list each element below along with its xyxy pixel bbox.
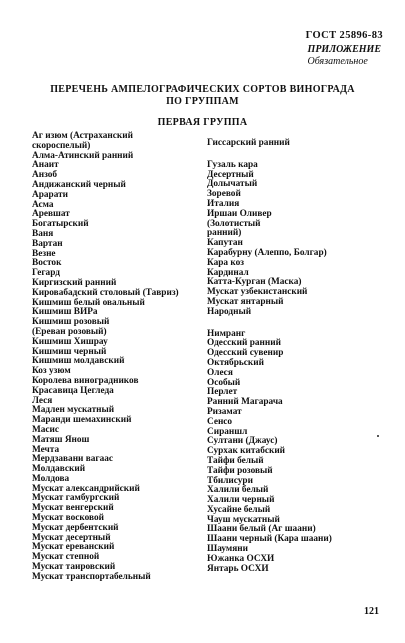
list-item: Мускат таировский [32,562,116,573]
list-item: Везне [32,248,56,259]
appendix-status: Обязательное [307,56,368,67]
list-item: Перлет [207,387,238,398]
list-item: Анзоб [32,170,58,181]
list-item: Кара коз [207,257,245,268]
list-item: Сираншл [207,426,248,437]
list-item: Шаумяни [207,544,248,555]
scan-speck [377,435,379,437]
list-item: Мускат ереванский [32,542,115,553]
list-item: Красавица Цегледа [32,385,114,396]
variety-list-left [32,132,207,583]
list-item: Италия [207,198,240,209]
list-item: Молдавский [32,464,86,475]
page-number: 121 [364,606,379,617]
list-item: Иршаи Оливер [207,208,272,219]
list-item: Кишмиш черный [32,346,107,357]
list-item: Кишмиш Хишрау [32,336,108,347]
list-item: Зоревой [207,189,241,200]
list-item: Гиссарский ранний [207,138,290,148]
list-item: Чауш мускатный [207,514,280,525]
list-item: Одесский ранний [207,338,281,349]
list-item: Карабурну (Алеппо, Болгар) [207,247,327,258]
list-item: Киргизский ранний [32,277,117,288]
list-item: Мускат янтарный [207,296,284,307]
list-item: Сурхак китабский [207,446,286,457]
list-item: Десертный [207,169,254,180]
list-item: Капутан [207,238,243,249]
list-item: Мускат александрийский [32,483,140,494]
list-item: Кардинал [207,267,249,278]
list-item: Халили черный [207,495,275,506]
list-item: Аревшат [32,209,70,220]
list-item: Сенсо [207,416,233,427]
appendix-title: ПРИЛОЖЕНИЕ [307,44,381,55]
list-item: Алма-Атинский ранний [32,150,134,161]
list-item: Мускат транспортабельный [32,571,151,582]
list-item: Молдова [32,473,70,484]
list-item: Восток [32,258,62,269]
list-item: Мердзавани вагаас [32,454,114,465]
list-item: Катта-Курган (Маска) [207,277,302,288]
list-item: Аг изюм (Астраханский [32,131,133,141]
list-item: (Золотистый [207,218,261,229]
list-item: Мечта [32,444,60,455]
list-item: Леся [32,395,53,406]
list-item: Маранди шемахинский [32,415,132,426]
list-item: Особый [207,377,241,388]
list-item: Кишмиш белый овальный [32,297,145,308]
list-item: Тбилисури [207,475,253,486]
list-item: Гузаль кара [207,159,258,170]
list-item: Кишмиш ВИРа [32,307,98,318]
list-item: Мускат гамбургский [32,493,120,504]
list-item: Тайфи белый [207,455,264,466]
list-item: Шаани черный (Кара шаани) [207,534,332,545]
list-item: Тайфи розовый [207,465,273,476]
list-item: Хусайне белый [207,504,271,515]
list-item: Андижанский черный [32,179,126,190]
list-item: Султани (Джаус) [207,436,278,447]
appendix-label [308,44,381,68]
list-item: Гегард [32,268,60,279]
list-item: Нимранг [207,328,246,339]
list-item: Анаит [32,160,59,171]
list-item: Ваня [32,228,54,239]
list-item: Октябрьский [207,357,264,368]
title-line-2: ПО ГРУППАМ [166,96,239,107]
list-item: Королева виноградников [32,375,139,386]
list-item: Кишмиш молдавский [32,356,125,367]
list-item: ранний) [207,228,242,239]
list-item: Янтарь ОСХИ [207,563,269,574]
variety-list-right [207,132,387,574]
list-item: Ранний Магарача [207,397,283,408]
list-item: Мускат степной [32,552,100,563]
list-item: Вартан [32,238,63,249]
list-item: Шаани белый (Аг шаани) [207,524,316,535]
list-item: Мускат венгерский [32,503,114,514]
list-item: Мадлен мускатный [32,405,115,416]
list-item: Мускат десертный [32,532,111,543]
standard-code: ГОСТ 25896-83 [305,30,383,41]
list-item: Масис [32,424,60,435]
list-item: скороспелый) [32,140,91,151]
list-item: Богатырский [32,219,89,230]
list-item: Одесский сувенир [207,348,284,359]
list-item: Коз узюм [32,366,71,377]
list-item: Мускат дербентский [32,522,119,533]
list-item: Асма [32,199,54,210]
list-item: Халили белый [207,485,269,496]
list-item: Матяш Янош [32,434,90,445]
title-line-1: ПЕРЕЧЕНЬ АМПЕЛОГРАФИЧЕСКИХ СОРТОВ ВИНОГРАДА [50,84,355,95]
list-item: Народный [207,306,252,317]
list-item: Мускат восковой [32,513,105,524]
list-item: Кировабадский столовый (Тавриз) [32,287,179,298]
list-item: Олеся [207,367,233,378]
section-title: ПЕРВАЯ ГРУППА [157,117,248,128]
list-item: (Ереван розовый) [32,326,107,337]
list-item: Арарати [32,189,69,200]
list-item: Кишмиш розовый [32,317,110,328]
list-item: Ризамат [207,406,242,417]
list-item: Долычатый [207,179,258,190]
list-item: Южанка ОСХИ [207,553,275,564]
list-item: Мускат узбекистанский [207,287,308,298]
document-title [0,84,405,108]
